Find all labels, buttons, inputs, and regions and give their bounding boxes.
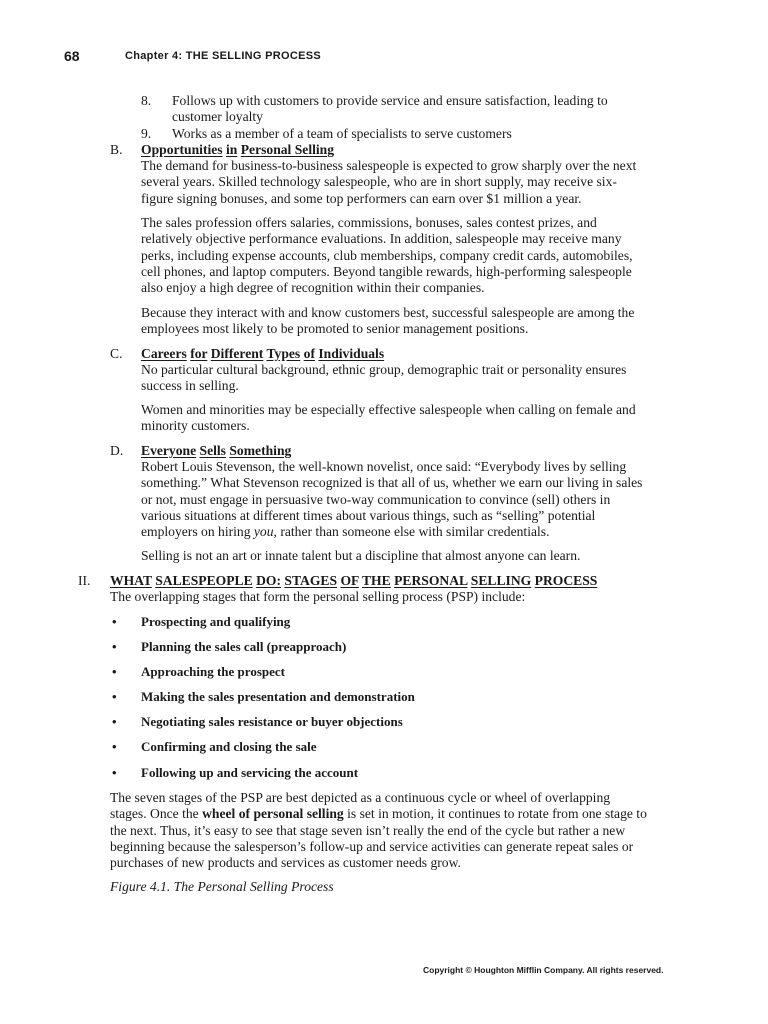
key-term: wheel of personal selling: [202, 806, 344, 822]
bullet-marker: •: [112, 714, 117, 729]
section-d-paragraph-2: Selling is not an art or innate talent but a discipline that almost anyone can learn.: [141, 548, 581, 563]
item-8-text: [172, 93, 642, 126]
copyright-notice: Copyright © Houghton Mifflin Company. All rights reserved.: [423, 965, 664, 975]
heading-word: Sells: [199, 443, 226, 458]
heading-word: Something: [229, 443, 292, 458]
heading-word: STAGES: [284, 573, 338, 588]
stage-item: Making the sales presentation and demonstration: [141, 689, 415, 704]
heading-word: for: [190, 346, 208, 361]
section-c-heading: [141, 346, 649, 362]
bullet-marker: •: [112, 689, 117, 704]
paragraph-text: Robert Louis Stevenson, the well-known novelist, once said: “Everybody lives by selling something.” What Stevenson recognized is that all of us, whether we earn our living in sales or not, must engage in persuasive two-way communication to convince (sell) others in various situations at different times about various things, such as “selling” potential employers on hiring: [141, 459, 643, 540]
heading-word: in: [225, 142, 238, 157]
heading-word: Different: [210, 346, 264, 361]
bullet-marker: •: [112, 614, 117, 629]
heading-word: OF: [340, 573, 359, 588]
bullet-marker: •: [112, 739, 117, 754]
section-b-paragraph-2: The sales profession offers salaries, commissions, bonuses, sales contest prizes, and relatively objective performance evaluations. In addition, salespeople may receive many perks, including expense accounts, club memberships, company credit cards, automobiles, cell phones, and laptop computers. Beyond tangible rewards, high-performing salespeople also enjoy a high degree of recognition within their companies.: [141, 215, 633, 296]
item-8-number: 8.: [141, 93, 152, 108]
stage-item: Negotiating sales resistance or buyer objections: [141, 714, 403, 729]
section-c-letter: C.: [110, 346, 123, 361]
section-b-paragraph-3: Because they interact with and know customers best, successful salespeople are among the employees most likely to be promoted to senior management positions.: [141, 305, 635, 337]
item-8-line2: customer loyalty: [172, 109, 263, 125]
stage-item: Approaching the prospect: [141, 664, 285, 679]
heading-word: of: [303, 346, 315, 361]
section-ii-closing-paragraph: [110, 790, 650, 871]
item-9-text: Works as a member of a team of specialists to serve customers: [172, 126, 512, 141]
section-b-heading: [141, 142, 649, 158]
paragraph-text: is set in motion, it continues to rotate from one stage to the next. Thus, it’s easy to see that stage seven isn’t really the end of the cycle but rather a new beginning because the salesperson’s follow-up and service activities can generate repeat sales or purchases of new products and services as customer needs grow.: [110, 806, 647, 871]
heading-word: Everyone: [141, 443, 197, 458]
stage-item: Confirming and closing the sale: [141, 739, 317, 754]
heading-word: SALESPEOPLE: [155, 573, 253, 588]
figure-caption: Figure 4.1. The Personal Selling Process: [110, 879, 334, 894]
paragraph-text: The seven stages of the PSP are best depicted as a continuous cycle or wheel of overlapping stages. Once the: [110, 790, 611, 822]
section-d-letter: D.: [110, 443, 124, 458]
bullet-marker: •: [112, 765, 117, 780]
section-ii-intro: The overlapping stages that form the personal selling process (PSP) include:: [110, 589, 526, 604]
section-b-paragraph-1: The demand for business-to-business salespeople is expected to grow sharply over the next several years. Skilled technology salespeople, who are in short supply, may receive six-figure signing bonuses, and some top performers can earn over $1 million a year.: [141, 158, 637, 206]
stage-item: Prospecting and qualifying: [141, 614, 291, 629]
chapter-title: Chapter 4: THE SELLING PROCESS: [125, 50, 322, 62]
heading-word: THE: [361, 573, 391, 588]
section-c-paragraph-2: Women and minorities may be especially effective salespeople when calling on female and minority customers.: [141, 402, 636, 434]
heading-word: PERSONAL: [394, 573, 468, 588]
bullet-marker: •: [112, 639, 117, 654]
heading-word: Opportunities: [141, 142, 223, 157]
page-number: 68: [64, 48, 80, 64]
heading-word: SELLING: [470, 573, 532, 588]
paragraph-text: , rather than someone else with similar credentials.: [273, 524, 550, 540]
section-ii-heading: [110, 573, 650, 589]
section-d-heading: [141, 443, 649, 459]
page-header: [64, 48, 728, 68]
heading-word: Careers: [141, 346, 187, 361]
stage-item: Planning the sales call (preapproach): [141, 639, 347, 654]
heading-word: PROCESS: [534, 573, 598, 588]
emphasis-text: you: [253, 524, 274, 540]
heading-word: DO:: [256, 573, 281, 588]
bullet-marker: •: [112, 664, 117, 679]
stage-item: Following up and servicing the account: [141, 765, 359, 780]
section-ii-numeral: II.: [78, 573, 91, 588]
item-8-line1: Follows up with customers to provide service and ensure satisfaction, leading to: [172, 93, 608, 108]
heading-word: Individuals: [318, 346, 385, 361]
section-c-paragraph-1: No particular cultural background, ethnic group, demographic trait or personality ensures success in selling.: [141, 362, 627, 394]
item-9-number: 9.: [141, 126, 152, 141]
section-d-paragraph-1: [141, 459, 649, 540]
heading-word: Types: [266, 346, 301, 361]
heading-word: Personal Selling: [240, 142, 335, 157]
heading-word: WHAT: [110, 573, 152, 588]
section-b-letter: B.: [110, 142, 123, 157]
